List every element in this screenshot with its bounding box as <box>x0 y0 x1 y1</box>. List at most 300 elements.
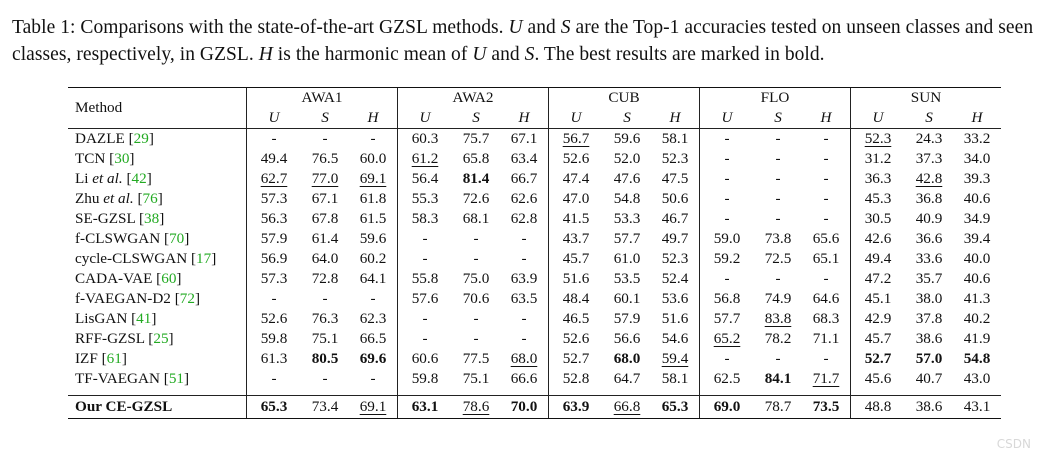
value-cell <box>349 249 398 269</box>
group-header: CUB <box>549 88 700 109</box>
value-cell <box>247 369 302 389</box>
method-name: Zhu <box>75 190 104 207</box>
value-cell <box>603 229 651 249</box>
value-cell <box>953 169 1001 189</box>
citation-link[interactable]: 29 <box>133 130 149 147</box>
value-text: 46.5 <box>562 310 590 327</box>
method-name: cycle-CLSWGAN <box>75 250 188 267</box>
value-text: 59.4 <box>661 350 689 367</box>
value-cell <box>452 349 500 369</box>
value-text: 69.6 <box>359 350 387 367</box>
value-cell <box>754 269 802 289</box>
value-cell <box>603 396 651 419</box>
value-text: - <box>724 190 730 207</box>
value-text: - <box>521 230 527 247</box>
citation-link[interactable]: 25 <box>153 330 169 347</box>
sub-header: H <box>820 109 832 126</box>
value-text: 52.4 <box>661 270 689 287</box>
value-cell <box>398 229 453 249</box>
method-header: Method <box>68 88 247 129</box>
value-cell <box>651 269 700 289</box>
value-cell <box>700 329 755 349</box>
method-cell: CADA-VAE [60] <box>75 270 182 287</box>
value-text: 57.3 <box>260 270 288 287</box>
method-name: LisGAN <box>75 310 128 327</box>
value-cell <box>700 369 755 389</box>
value-cell <box>651 369 700 389</box>
value-text: 42.6 <box>864 230 892 247</box>
value-cell <box>398 329 453 349</box>
value-text: 58.1 <box>661 370 689 387</box>
value-cell <box>603 289 651 309</box>
value-text: 52.8 <box>562 370 590 387</box>
caption-text: and <box>522 17 561 38</box>
value-cell <box>247 396 302 419</box>
value-cell <box>603 309 651 329</box>
value-cell <box>700 149 755 169</box>
value-cell <box>651 149 700 169</box>
value-cell <box>700 349 755 369</box>
value-cell <box>452 189 500 209</box>
value-cell <box>603 369 651 389</box>
value-text: 40.7 <box>915 370 943 387</box>
value-cell <box>452 269 500 289</box>
value-text: 45.6 <box>864 370 892 387</box>
value-cell <box>754 289 802 309</box>
value-cell <box>500 169 549 189</box>
value-text: 61.4 <box>311 230 339 247</box>
value-text: - <box>521 250 527 267</box>
table-row <box>68 129 1001 150</box>
value-text: - <box>473 250 479 267</box>
value-cell <box>549 309 604 329</box>
value-text: 66.6 <box>510 370 538 387</box>
caption-var-s: S <box>524 44 535 65</box>
value-text: 64.7 <box>613 370 641 387</box>
value-cell <box>500 229 549 249</box>
value-cell <box>500 369 549 389</box>
value-cell <box>549 169 604 189</box>
value-text: 76.3 <box>311 310 339 327</box>
citation-link[interactable]: 60 <box>161 270 177 287</box>
value-cell <box>651 349 700 369</box>
value-cell <box>349 269 398 289</box>
citation-link[interactable]: 51 <box>168 370 184 387</box>
value-text: 75.1 <box>311 330 339 347</box>
value-text: 78.6 <box>462 398 490 415</box>
value-cell <box>349 309 398 329</box>
value-text: 56.7 <box>562 130 590 147</box>
value-text: 59.6 <box>613 130 641 147</box>
value-text: 65.2 <box>713 330 741 347</box>
value-text: - <box>473 330 479 347</box>
caption-var-u: U <box>508 17 523 38</box>
value-cell <box>603 209 651 229</box>
value-cell <box>500 209 549 229</box>
caption-text: Table 1: Comparisons with the state-of-the-art GZSL methods. <box>12 17 509 38</box>
value-text: 51.6 <box>562 270 590 287</box>
value-text: 59.8 <box>411 370 439 387</box>
sub-header: U <box>398 108 453 129</box>
value-cell <box>603 129 651 150</box>
value-cell <box>802 249 851 269</box>
value-cell <box>349 149 398 169</box>
value-cell <box>851 189 906 209</box>
value-text: 24.3 <box>915 130 943 147</box>
value-cell <box>953 189 1001 209</box>
sub-header: U <box>851 108 906 129</box>
citation-link[interactable]: 72 <box>179 290 195 307</box>
method-name: f-CLSWGAN <box>75 230 161 247</box>
value-cell <box>953 349 1001 369</box>
value-text: - <box>271 370 277 387</box>
value-cell <box>754 249 802 269</box>
value-cell <box>651 129 700 150</box>
value-text: 67.1 <box>510 130 538 147</box>
value-text: 67.8 <box>311 210 339 227</box>
value-text: 68.0 <box>613 350 641 367</box>
value-text: 56.9 <box>260 250 288 267</box>
value-cell <box>398 249 453 269</box>
value-cell <box>953 396 1001 419</box>
value-cell <box>452 396 500 419</box>
value-text: 31.2 <box>864 150 892 167</box>
value-text: 69.1 <box>359 398 387 415</box>
value-text: - <box>370 290 376 307</box>
value-cell <box>905 189 953 209</box>
value-cell <box>651 309 700 329</box>
value-cell <box>754 209 802 229</box>
value-text: 68.3 <box>812 310 840 327</box>
value-text: 65.8 <box>462 150 490 167</box>
method-cell: f-VAEGAN-D2 [72] <box>75 290 201 307</box>
citation-link[interactable]: 38 <box>144 210 160 227</box>
value-text: 45.3 <box>864 190 892 207</box>
value-text: 66.7 <box>510 170 538 187</box>
method-cell: Li et al. [42] <box>75 170 152 187</box>
value-cell <box>349 229 398 249</box>
value-text: - <box>521 330 527 347</box>
value-text: 63.5 <box>510 290 538 307</box>
value-cell <box>349 349 398 369</box>
value-text: 49.7 <box>661 230 689 247</box>
caption-var-u: U <box>472 44 487 65</box>
method-cell: Zhu et al. [76] <box>75 190 163 207</box>
value-text: 80.5 <box>311 350 339 367</box>
value-text: - <box>724 210 730 227</box>
table-row <box>68 309 1001 329</box>
value-text: 64.0 <box>311 250 339 267</box>
value-cell <box>754 309 802 329</box>
sub-header: S <box>623 109 631 126</box>
value-text: - <box>322 290 328 307</box>
value-text: 42.9 <box>864 310 892 327</box>
value-text: - <box>775 130 781 147</box>
value-cell <box>349 189 398 209</box>
method-cell: cycle-CLSWGAN [17] <box>75 250 217 267</box>
value-cell <box>500 269 549 289</box>
method-cell: RFF-GZSL [25] <box>75 330 174 347</box>
value-text: 41.5 <box>562 210 590 227</box>
caption-var-s: S <box>560 17 571 38</box>
value-cell <box>953 309 1001 329</box>
value-text: 56.4 <box>411 170 439 187</box>
value-cell <box>802 129 851 150</box>
value-text: 40.6 <box>963 270 991 287</box>
sub-header: H <box>518 109 530 126</box>
value-text: 50.6 <box>661 190 689 207</box>
value-text: - <box>823 170 829 187</box>
value-cell <box>905 329 953 349</box>
value-text: 40.9 <box>915 210 943 227</box>
value-text: - <box>823 130 829 147</box>
value-text: - <box>370 130 376 147</box>
value-cell <box>247 169 302 189</box>
value-text: 64.6 <box>812 290 840 307</box>
value-cell <box>851 249 906 269</box>
value-text: - <box>271 130 277 147</box>
value-text: 78.2 <box>764 330 792 347</box>
value-text: 52.3 <box>864 130 892 147</box>
table-row <box>68 189 1001 209</box>
method-cell <box>68 396 247 419</box>
value-cell <box>398 189 453 209</box>
value-cell <box>603 329 651 349</box>
value-text: 57.9 <box>613 310 641 327</box>
value-text: 60.1 <box>613 290 641 307</box>
value-text: 75.7 <box>462 130 490 147</box>
value-cell <box>851 129 906 150</box>
value-text: 57.3 <box>260 190 288 207</box>
method-name-italic: et al. <box>92 170 123 187</box>
value-cell <box>802 269 851 289</box>
value-text: 65.6 <box>812 230 840 247</box>
value-cell <box>301 396 349 419</box>
value-text: 52.6 <box>562 150 590 167</box>
value-cell <box>700 396 755 419</box>
value-text: 47.0 <box>562 190 590 207</box>
value-cell <box>851 149 906 169</box>
value-cell <box>905 309 953 329</box>
value-cell <box>651 329 700 349</box>
value-text: 63.9 <box>510 270 538 287</box>
value-cell <box>851 369 906 389</box>
value-cell <box>301 289 349 309</box>
value-text: 69.0 <box>713 398 741 415</box>
value-text: 46.7 <box>661 210 689 227</box>
value-text: 36.6 <box>915 230 943 247</box>
value-cell <box>549 249 604 269</box>
method-name: SE-GZSL <box>75 210 136 227</box>
value-text: - <box>724 270 730 287</box>
value-cell <box>247 349 302 369</box>
value-cell <box>700 229 755 249</box>
method-name: Li <box>75 170 93 187</box>
citation-link[interactable]: 30 <box>114 150 130 167</box>
value-cell <box>349 289 398 309</box>
value-cell <box>349 369 398 389</box>
value-text: 45.7 <box>864 330 892 347</box>
value-cell <box>851 169 906 189</box>
value-cell <box>301 169 349 189</box>
value-text: 57.9 <box>260 230 288 247</box>
value-cell <box>500 329 549 349</box>
value-cell <box>700 269 755 289</box>
value-text: 77.5 <box>462 350 490 367</box>
value-cell <box>754 149 802 169</box>
value-text: - <box>473 230 479 247</box>
value-cell <box>301 189 349 209</box>
value-cell <box>700 289 755 309</box>
method-cell: f-CLSWGAN [70] <box>75 230 190 247</box>
value-cell <box>905 149 953 169</box>
sub-header: S <box>321 109 329 126</box>
method-cell: SE-GZSL [38] <box>75 210 165 227</box>
sub-header: S <box>925 109 933 126</box>
value-text: 47.2 <box>864 270 892 287</box>
value-cell <box>603 189 651 209</box>
value-text: - <box>271 290 277 307</box>
value-text: 78.7 <box>764 398 792 415</box>
value-text: 60.3 <box>411 130 439 147</box>
table-row <box>68 169 1001 189</box>
table-row <box>68 349 1001 369</box>
value-text: 53.6 <box>661 290 689 307</box>
value-cell <box>851 289 906 309</box>
value-cell <box>953 129 1001 150</box>
value-text: - <box>724 350 730 367</box>
value-cell <box>851 329 906 349</box>
value-text: 47.6 <box>613 170 641 187</box>
sub-header: S <box>472 109 480 126</box>
value-text: 43.7 <box>562 230 590 247</box>
caption-text: and <box>486 44 525 65</box>
value-cell <box>953 229 1001 249</box>
citation-link[interactable]: 41 <box>136 310 152 327</box>
value-text: 34.0 <box>963 150 991 167</box>
value-text: 33.2 <box>963 130 991 147</box>
value-text: 35.7 <box>915 270 943 287</box>
value-cell <box>452 249 500 269</box>
method-name: RFF-GZSL <box>75 330 145 347</box>
value-cell <box>651 169 700 189</box>
value-cell <box>953 149 1001 169</box>
value-text: 52.3 <box>661 150 689 167</box>
value-cell <box>398 349 453 369</box>
value-cell <box>452 289 500 309</box>
table-row <box>68 369 1001 389</box>
citation-link[interactable]: 70 <box>169 230 185 247</box>
value-cell <box>754 369 802 389</box>
value-cell <box>398 396 453 419</box>
value-text: 51.6 <box>661 310 689 327</box>
value-cell <box>802 229 851 249</box>
value-text: 62.3 <box>359 310 387 327</box>
value-text: 40.0 <box>963 250 991 267</box>
value-text: 58.1 <box>661 130 689 147</box>
value-text: 68.0 <box>510 350 538 367</box>
value-text: 73.8 <box>764 230 792 247</box>
value-text: 41.3 <box>963 290 991 307</box>
value-text: 72.5 <box>764 250 792 267</box>
value-text: - <box>724 130 730 147</box>
value-text: 54.8 <box>963 350 991 367</box>
value-cell <box>603 249 651 269</box>
table-row <box>68 249 1001 269</box>
value-text: 62.8 <box>510 210 538 227</box>
citation-link[interactable]: 17 <box>196 250 212 267</box>
value-cell <box>851 396 906 419</box>
value-cell <box>851 229 906 249</box>
citation-link[interactable]: 42 <box>131 170 147 187</box>
value-text: 52.7 <box>562 350 590 367</box>
value-cell <box>754 169 802 189</box>
value-cell <box>549 209 604 229</box>
caption-text: . The best results are marked in bold. <box>534 44 825 65</box>
results-table <box>68 87 1001 419</box>
sub-header: H <box>669 109 681 126</box>
value-cell <box>500 129 549 150</box>
value-cell <box>301 309 349 329</box>
value-cell <box>700 129 755 150</box>
value-text: 55.3 <box>411 190 439 207</box>
value-cell <box>905 396 953 419</box>
value-cell <box>452 209 500 229</box>
value-text: 62.5 <box>713 370 741 387</box>
value-cell <box>549 396 604 419</box>
value-cell <box>549 329 604 349</box>
value-text: 68.1 <box>462 210 490 227</box>
value-text: 49.4 <box>260 150 288 167</box>
value-cell <box>953 269 1001 289</box>
value-cell <box>700 209 755 229</box>
value-text: 61.2 <box>411 150 439 167</box>
value-text: 83.8 <box>764 310 792 327</box>
value-cell <box>301 129 349 150</box>
value-text: - <box>422 230 428 247</box>
value-text: - <box>775 210 781 227</box>
value-text: 54.8 <box>613 190 641 207</box>
value-text: 74.9 <box>764 290 792 307</box>
value-cell <box>603 349 651 369</box>
citation-link[interactable]: 76 <box>142 190 158 207</box>
value-cell <box>452 309 500 329</box>
group-header: FLO <box>700 88 851 109</box>
value-cell <box>301 249 349 269</box>
value-cell <box>247 289 302 309</box>
value-text: 77.0 <box>311 170 339 187</box>
method-name-italic: et al. <box>103 190 134 207</box>
value-cell <box>905 289 953 309</box>
value-cell <box>700 249 755 269</box>
value-cell <box>905 269 953 289</box>
sub-header: U <box>247 108 302 129</box>
value-cell <box>851 209 906 229</box>
value-text: 65.3 <box>260 398 288 415</box>
method-name: DAZLE <box>75 130 125 147</box>
value-text: 63.1 <box>411 398 439 415</box>
value-text: 53.5 <box>613 270 641 287</box>
table-row <box>68 209 1001 229</box>
value-text: - <box>775 350 781 367</box>
value-text: 66.8 <box>613 398 641 415</box>
value-cell <box>247 129 302 150</box>
value-cell <box>500 309 549 329</box>
value-cell <box>802 396 851 419</box>
value-cell <box>953 369 1001 389</box>
value-cell <box>452 229 500 249</box>
citation-link[interactable]: 61 <box>106 350 122 367</box>
